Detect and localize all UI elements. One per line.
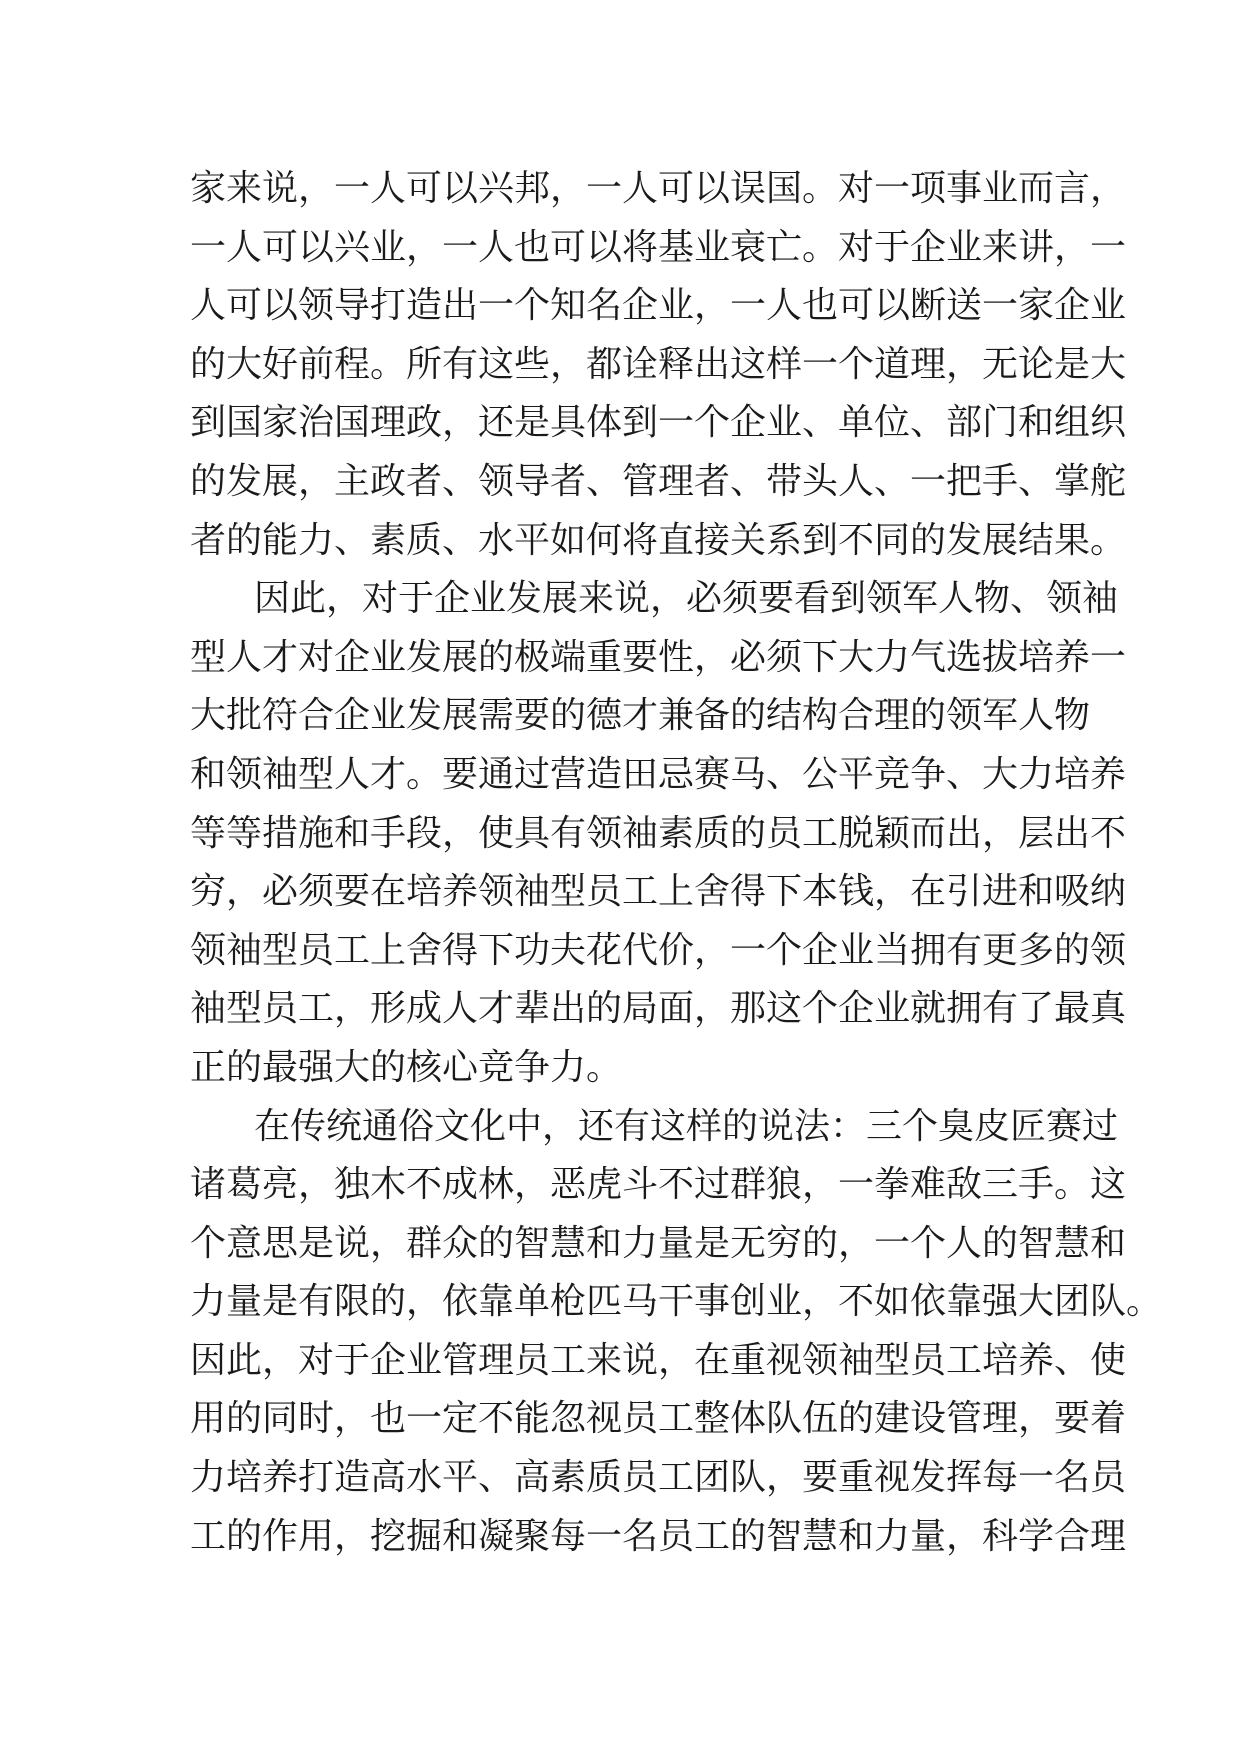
text-line: 正的最强大的核心竞争力。 xyxy=(190,1046,623,1088)
body-text xyxy=(190,160,1163,1566)
text-line: 等等措施和手段，使具有领袖素质的员工脱颖而出，层出不 xyxy=(190,812,1127,854)
text-line: 的发展，主政者、领导者、管理者、带头人、一把手、掌舵 xyxy=(190,460,1127,502)
paragraph-first-line: 因此，对于企业发展来说，必须要看到领军人物、领袖 xyxy=(254,578,1119,620)
text-line: 用的同时，也一定不能忽视员工整体队伍的建设管理，要着 xyxy=(190,1398,1127,1440)
text-line: 力量是有限的，依靠单枪匹马干事创业，不如依靠强大团队。 xyxy=(190,1281,1163,1323)
paragraph-first-line: 在传统通俗文化中，还有这样的说法：三个臭皮匠赛过 xyxy=(254,1105,1119,1147)
text-line: 诸葛亮，独木不成林，恶虎斗不过群狼，一拳难敌三手。这 xyxy=(190,1164,1127,1206)
text-line: 型人才对企业发展的极端重要性，必须下大力气选拔培养一 xyxy=(190,636,1127,678)
text-line: 者的能力、素质、水平如何将直接关系到不同的发展结果。 xyxy=(190,519,1127,561)
text-line: 大批符合企业发展需要的德才兼备的结构合理的领军人物 xyxy=(190,695,1091,737)
text-line: 的大好前程。所有这些，都诠释出这样一个道理，无论是大 xyxy=(190,343,1127,385)
text-line: 家来说，一人可以兴邦，一人可以误国。对一项事业而言， xyxy=(190,168,1127,209)
text-line: 袖型员工，形成人才辈出的局面，那这个企业就拥有了最真 xyxy=(190,988,1127,1030)
text-line: 人可以领导打造出一个知名企业，一人也可以断送一家企业 xyxy=(190,285,1127,327)
text-line: 因此，对于企业管理员工来说，在重视领袖型员工培养、使 xyxy=(190,1339,1127,1381)
text-line: 力培养打造高水平、高素质员工团队，要重视发挥每一名员 xyxy=(190,1457,1127,1499)
text-line: 穷，必须要在培养领袖型员工上舍得下本钱，在引进和吸纳 xyxy=(190,871,1127,913)
text-line: 和领袖型人才。要通过营造田忌赛马、公平竞争、大力培养 xyxy=(190,753,1127,795)
text-line: 到国家治国理政，还是具体到一个企业、单位、部门和组织 xyxy=(190,402,1127,444)
text-line: 工的作用，挖掘和凝聚每一名员工的智慧和力量，科学合理 xyxy=(190,1515,1127,1557)
text-line: 个意思是说，群众的智慧和力量是无穷的，一个人的智慧和 xyxy=(190,1222,1127,1264)
text-line: 一人可以兴业，一人也可以将基业衰亡。对于企业来讲，一 xyxy=(190,226,1127,268)
text-line: 领袖型员工上舍得下功夫花代价，一个企业当拥有更多的领 xyxy=(190,929,1127,971)
